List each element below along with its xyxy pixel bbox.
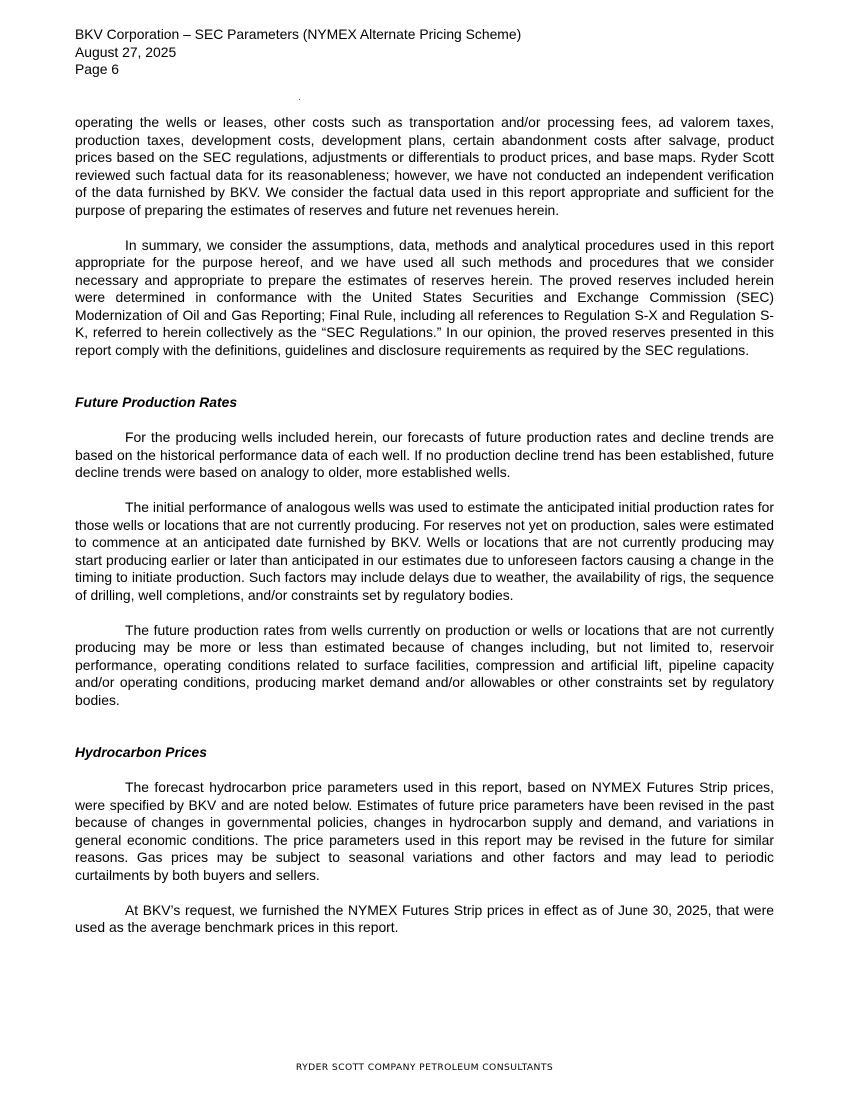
paragraph-future-rates: The future production rates from wells currently on production or wells or locations that are not currently producing may be more or less than estimated because of changes including, but not limited to, reservoir performance, operating conditions related to surface facilities, compression and artificial lift, pipeline capacity and/or operating conditions, producing market demand and/or allowables or other constraints set by regulatory bodies. bbox=[75, 621, 774, 708]
paragraph-price-parameters: The forecast hydrocarbon price parameters used in this report, based on NYMEX Futures Strip prices, were specified by BKV and are noted below. Estimates of future price parameters have been revised in the past because of changes in governmental policies, changes in hydrocarbon supply and demand, and variations in general economic conditions. The price parameters used in this report may be revised in the future for similar reasons. Gas prices may be subject to seasonal variations and other factors and may lead to periodic curtailments by both buyers and sellers. bbox=[75, 779, 774, 883]
paragraph-summary: In summary, we consider the assumptions, data, methods and analytical procedures used in this report appropriate for the purpose hereof, and we have used all such methods and procedures that we consider necessary and appropriate to prepare the estimates of reserves herein. The proved reserves included herein were determined in conformance with the United States Securities and Exchange Commission (SEC) Modernization of Oil and Gas Reporting; Final Rule, including all references to Regulation S-X and Regulation S-K, referred to herein collectively as the “SEC Regulations.” In our opinion, the proved reserves presented in this report comply with the definitions, guidelines and disclosure requirements as required by the SEC regulations. bbox=[75, 236, 774, 358]
header-date: August 27, 2025 bbox=[75, 43, 177, 60]
paragraph-initial-performance: The initial performance of analogous wells was used to estimate the anticipated initial production rates for those wells or locations that are not currently producing. For reserves not yet on production, sales were estimated to commence at an anticipated date furnished by BKV. Wells or locations that are not currently producing may start producing earlier or later than anticipated in our estimates due to unforeseen factors causing a change in the timing to initiate production. Such factors may include delays due to weather, the availability of rigs, the sequence of drilling, well completions, and/or constraints set by regulatory bodies. bbox=[75, 499, 774, 603]
section-heading-future-production-rates: Future Production Rates bbox=[75, 394, 238, 410]
paragraph-producing-wells: For the producing wells included herein, our forecasts of future production rates and decline trends are based on the historical performance data of each well. If no production decline trend has been established, future decline trends were based on analogy to older, more established wells. bbox=[75, 429, 774, 480]
header-title: BKV Corporation – SEC Parameters (NYMEX Alternate Pricing Scheme) bbox=[75, 26, 522, 42]
header-page-number: Page 6 bbox=[75, 61, 120, 77]
section-heading-hydrocarbon-prices: Hydrocarbon Prices bbox=[75, 744, 208, 760]
stray-dot bbox=[299, 99, 300, 100]
page-footer: RYDER SCOTT COMPANY PETROLEUM CONSULTANTS bbox=[295, 1062, 554, 1073]
paragraph-continued: operating the wells or leases, other costs such as transportation and/or processing fees, ad valorem taxes, production taxes, development costs, development plans, certain abandonment costs after salvage, product prices based on the SEC regulations, adjustments or differentials to product prices, and base maps. Ryder Scott reviewed such factual data for its reasonableness; however, we have not conducted an independent verification of the data furnished by BKV. We consider the factual data used in this report appropriate and sufficient for the purpose of preparing the estimates of reserves and future net revenues herein. bbox=[75, 114, 774, 218]
document-body bbox=[75, 114, 774, 937]
paragraph-bkv-request: At BKV’s request, we furnished the NYMEX Futures Strip prices in effect as of June 30, 2025, that were used as the average benchmark prices in this report. bbox=[75, 901, 774, 935]
page-header bbox=[75, 26, 521, 79]
